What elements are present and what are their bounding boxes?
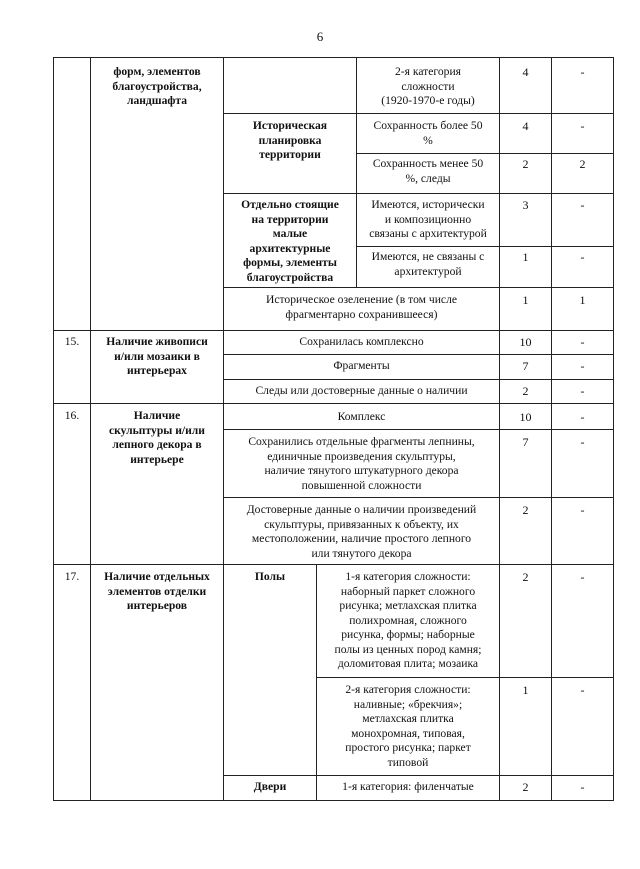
score-17-1: 2	[522, 570, 529, 584]
sub-doors: Двери	[253, 780, 287, 793]
score-14-6: 1	[522, 293, 529, 307]
extra-17-1: -	[580, 570, 585, 584]
score-14-3: 2	[522, 157, 529, 171]
score-17-2: 1	[522, 683, 529, 697]
score-15-3: 2	[522, 384, 529, 398]
criterion-16: Наличие скульптуры и/или лепного декора в интерьере	[109, 409, 205, 466]
extra-17-2: -	[580, 683, 585, 697]
score-15-2: 7	[522, 359, 529, 373]
detail-16-3: Достоверные данные о наличии произведений скульптуры, привязанных к объекту, их местоположении, наличие простого лепного или тянутого декора	[246, 503, 477, 560]
sub-small-architectural-forms: Отдельно стоящие на территории малые архитектурные формы, элементы благоустройства	[241, 198, 339, 284]
detail-15-2: Фрагменты	[333, 359, 390, 372]
score-16-2: 7	[522, 435, 529, 449]
score-14-5: 1	[522, 250, 529, 264]
row-number-15: 15.	[64, 335, 80, 348]
extra-16-2: -	[580, 435, 585, 449]
detail-14-3: Сохранность менее 50 %, следы	[372, 157, 484, 185]
page-number: 6	[316, 29, 324, 44]
extra-14-6: 1	[579, 293, 586, 307]
extra-16-1: -	[580, 410, 585, 424]
extra-14-3: 2	[579, 157, 586, 171]
score-15-1: 10	[519, 335, 532, 349]
extra-15-2: -	[580, 359, 585, 373]
sub-historical-planning: Историческая планировка территории	[252, 119, 328, 161]
detail-17-2: 2-я категория сложности: наливные; «брекчия»; метлахская плитка монохромная, типовая, простого рисунка; паркет типовой	[345, 683, 471, 769]
score-16-1: 10	[519, 410, 532, 424]
detail-16-1: Комплекс	[337, 410, 386, 423]
detail-14-1: 2-я категория сложности (1920-1970-е годы)	[381, 65, 475, 107]
extra-14-4: -	[580, 198, 585, 212]
detail-17-1: 1-я категория сложности: наборный паркет сложного рисунка; метлахская плитка полихромная, сложного рисунка, формы; наборные полы из ценных пород камня; доломитовая плита; мозаика	[334, 570, 482, 670]
extra-14-1: -	[580, 65, 585, 79]
extra-15-3: -	[580, 384, 585, 398]
detail-15-3: Следы или достоверные данные о наличии	[255, 384, 468, 397]
score-14-4: 3	[522, 198, 529, 212]
score-14-2: 4	[522, 119, 529, 133]
score-14-1: 4	[522, 65, 529, 79]
criterion-15: Наличие живописи и/или мозаики в интерьерах	[106, 335, 208, 377]
extra-14-5: -	[580, 250, 585, 264]
detail-16-2: Сохранились отдельные фрагменты лепнины, единичные произведения скульптуры, наличие тянутого штукатурного декора повышенной сложности	[248, 435, 475, 492]
detail-14-5: Имеются, не связаны с архитектурой	[371, 250, 485, 278]
row-number-17: 17.	[64, 570, 80, 583]
extra-15-1: -	[580, 335, 585, 349]
detail-15-1: Сохранилась комплексно	[299, 335, 424, 348]
detail-14-2: Сохранность более 50 %	[373, 119, 483, 147]
criterion-17: Наличие отдельных элементов отделки интерьеров	[104, 570, 210, 612]
extra-16-3: -	[580, 503, 585, 517]
criterion-14: форм, элементов благоустройства, ландшафта	[112, 65, 202, 107]
detail-14-4: Имеются, исторически и композиционно связаны с архитектурой	[369, 198, 487, 240]
score-17-3: 2	[522, 780, 529, 794]
row-number-16: 16.	[64, 409, 80, 422]
extra-14-2: -	[580, 119, 585, 133]
sub-floors: Полы	[254, 570, 286, 583]
detail-14-6: Историческое озеленение (в том числе фрагментарно сохранившееся)	[266, 293, 457, 321]
extra-17-3: -	[580, 780, 585, 794]
detail-17-3: 1-я категория: филенчатые	[342, 780, 474, 793]
score-16-3: 2	[522, 503, 529, 517]
